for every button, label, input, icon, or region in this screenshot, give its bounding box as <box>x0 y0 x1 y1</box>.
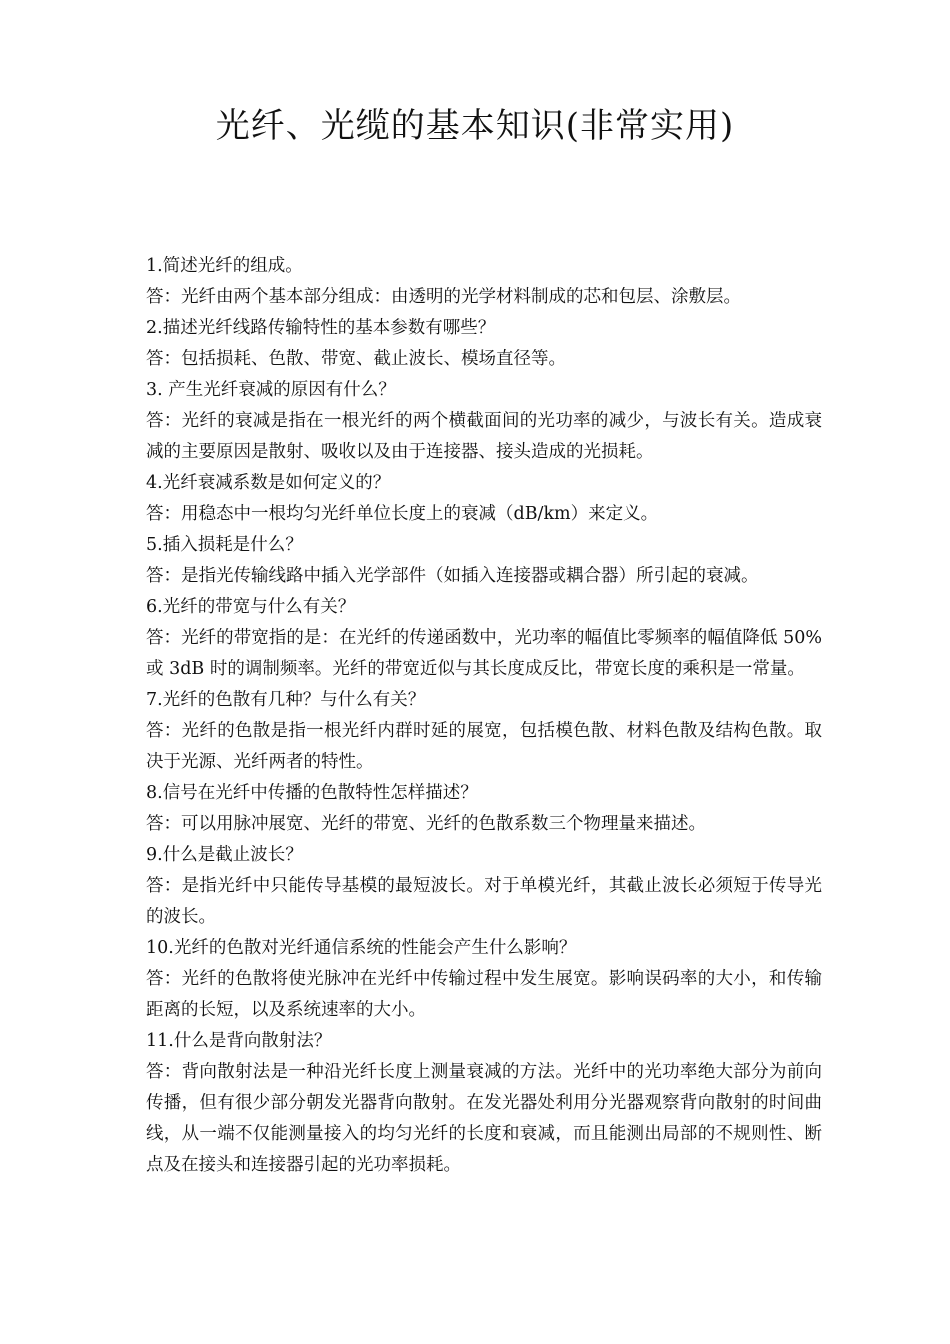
answer-6: 答：光纤的带宽指的是：在光纤的传递函数中，光功率的幅值比零频率的幅值降低 50%或 3dB 时的调制频率。光纤的带宽近似与其长度成反比，带宽长度的乘积是一常量。 <box>146 628 822 679</box>
question-9: 9.什么是截止波长？ <box>146 845 303 865</box>
question-8: 8.信号在光纤中传播的色散特性怎样描述？ <box>146 783 478 803</box>
answer-11: 答：背向散射法是一种沿光纤长度上测量衰减的方法。光纤中的光功率绝大部分为前向传播，但有很少部分朝发光器背向散射。在发光器处利用分光器观察背向散射的时间曲线，从一端不仅能测量接入的均匀光纤的长度和衰减，而且能测出局部的不规则性、断点及在接头和连接器引起的光功率损耗。 <box>146 1062 822 1175</box>
question-1: 1.简述光纤的组成。 <box>146 256 303 276</box>
answer-8: 答：可以用脉冲展宽、光纤的带宽、光纤的色散系数三个物理量来描述。 <box>146 814 706 834</box>
question-6: 6.光纤的带宽与什么有关？ <box>146 597 356 617</box>
question-5: 5.插入损耗是什么？ <box>146 535 303 555</box>
question-11: 11.什么是背向散射法？ <box>146 1031 332 1051</box>
question-3: 3. 产生光纤衰减的原因有什么？ <box>146 380 396 400</box>
qa-list <box>146 251 822 1181</box>
answer-2: 答：包括损耗、色散、带宽、截止波长、模场直径等。 <box>146 349 566 369</box>
answer-3: 答：光纤的衰减是指在一根光纤的两个横截面间的光功率的减少，与波长有关。造成衰减的主要原因是散射、吸收以及由于连接器、接头造成的光损耗。 <box>146 411 822 462</box>
answer-7: 答：光纤的色散是指一根光纤内群时延的展宽，包括模色散、材料色散及结构色散。取决于光源、光纤两者的特性。 <box>146 721 822 772</box>
question-4: 4.光纤衰减系数是如何定义的？ <box>146 473 391 493</box>
page-title: 光纤、光缆的基本知识(非常实用) <box>215 106 735 146</box>
answer-10: 答：光纤的色散将使光脉冲在光纤中传输过程中发生展宽。影响误码率的大小，和传输距离的长短，以及系统速率的大小。 <box>146 969 822 1020</box>
answer-9: 答：是指光纤中只能传导基模的最短波长。对于单模光纤，其截止波长必须短于传导光的波长。 <box>146 876 822 927</box>
answer-1: 答：光纤由两个基本部分组成：由透明的光学材料制成的芯和包层、涂敷层。 <box>146 287 741 307</box>
question-7: 7.光纤的色散有几种？与什么有关？ <box>146 690 426 710</box>
answer-4: 答：用稳态中一根均匀光纤单位长度上的衰减（dB/km）来定义。 <box>146 504 659 524</box>
question-10: 10.光纤的色散对光纤通信系统的性能会产生什么影响？ <box>146 938 577 958</box>
answer-5: 答：是指光传输线路中插入光学部件（如插入连接器或耦合器）所引起的衰减。 <box>146 566 759 586</box>
question-2: 2.描述光纤线路传输特性的基本参数有哪些？ <box>146 318 496 338</box>
